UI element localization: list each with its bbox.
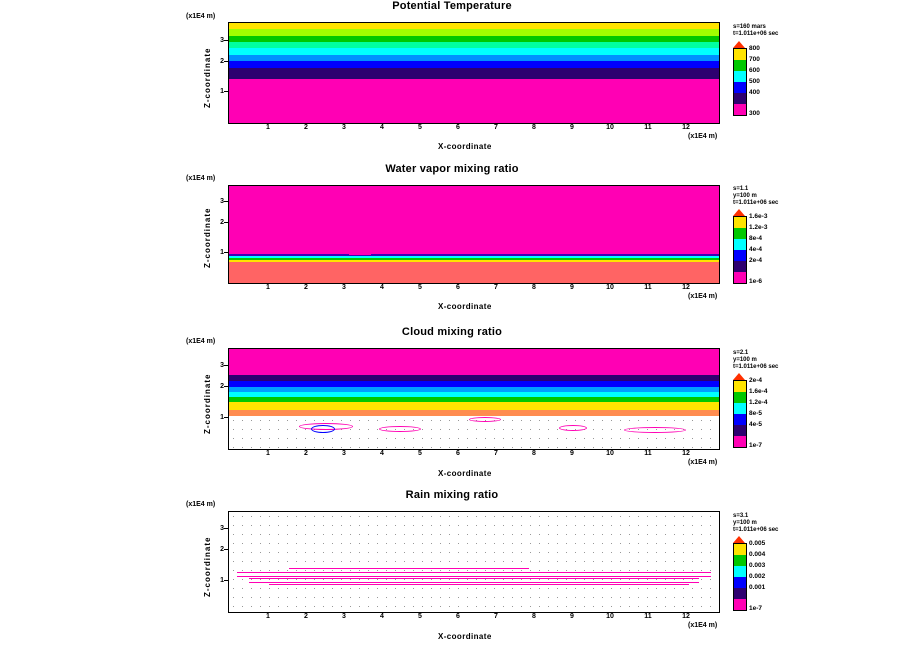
contour-detail [249, 578, 699, 583]
panel-title: Cloud mixing ratio [401, 326, 503, 338]
contour-detail [624, 427, 686, 433]
contour-detail [289, 568, 529, 571]
x-tick-label: 8 [532, 613, 536, 620]
annotation-line-2: y=100 m [733, 357, 757, 363]
x-tick-label: 9 [570, 450, 574, 457]
annotation-line-3: t=1.011e+06 sec [733, 527, 779, 533]
contour-detail [349, 253, 371, 255]
contour-band [229, 79, 719, 123]
y-tick-label: 2 [220, 546, 224, 553]
x-tick-label: 8 [532, 450, 536, 457]
colorbar-over-arrow [733, 209, 745, 216]
contour-detail [559, 425, 587, 431]
annotation-line-2: y=100 m [733, 520, 757, 526]
y-units-top: (x1E4 m) [186, 13, 216, 20]
colorbar-label: 1.2e-4 [749, 399, 768, 406]
x-tick-label: 12 [682, 124, 690, 131]
x-tick-label: 2 [304, 284, 308, 291]
colorbar-label: 0.004 [749, 551, 766, 558]
colorbar-label: 1.6e-4 [749, 388, 768, 395]
x-tick-label: 4 [380, 613, 384, 620]
colorbar-label: 0.001 [749, 584, 766, 591]
colorbar [733, 543, 747, 611]
x-tick-label: 5 [418, 450, 422, 457]
y-axis-label: Z-coordinate [203, 47, 212, 108]
x-tick-label: 9 [570, 613, 574, 620]
y-axis-label: Z-coordinate [203, 207, 212, 268]
colorbar-label: 0.003 [749, 562, 766, 569]
y-tick-label: 1 [220, 88, 224, 95]
x-tick-label: 12 [682, 613, 690, 620]
x-tick-label: 6 [456, 124, 460, 131]
annotation-line-3: t=1.011e+06 sec [733, 364, 779, 370]
annotation-line-1: s=2.1 [733, 350, 749, 356]
y-tick-label: 3 [220, 525, 224, 532]
x-tick-label: 8 [532, 124, 536, 131]
contour-band [229, 61, 719, 68]
colorbar-over-arrow [733, 373, 745, 380]
colorbar-label: 300 [749, 110, 760, 117]
x-tick-label: 12 [682, 450, 690, 457]
colorbar-over-arrow [733, 536, 745, 543]
colorbar-label: 0.002 [749, 573, 766, 580]
plot-area [228, 22, 720, 124]
x-tick-label: 5 [418, 613, 422, 620]
x-tick-label: 12 [682, 284, 690, 291]
x-tick-label: 3 [342, 124, 346, 131]
y-units-top: (x1E4 m) [186, 338, 216, 345]
colorbar-label: 1e-6 [749, 278, 763, 285]
colorbar-label: 2e-4 [749, 257, 763, 264]
colorbar-label: 2e-4 [749, 377, 763, 384]
x-tick-label: 10 [606, 284, 614, 291]
colorbar-label: 1e-7 [749, 605, 763, 612]
contour-detail [379, 426, 421, 432]
x-tick-label: 2 [304, 613, 308, 620]
contour-band [229, 349, 719, 375]
x-axis-label: X-coordinate [438, 632, 492, 641]
contour-band [229, 68, 719, 79]
x-tick-label: 6 [456, 284, 460, 291]
colorbar-label: 500 [749, 78, 760, 85]
contour-detail [311, 425, 335, 433]
annotation-line-2: y=100 m [733, 193, 757, 199]
y-tick-label: 3 [220, 362, 224, 369]
contour-band [229, 402, 719, 410]
annotation-line-3: t=1.011e+06 sec [733, 200, 779, 206]
panel-title: Potential Temperature [392, 0, 512, 12]
colorbar-label: 0.005 [749, 540, 766, 547]
x-tick-label: 10 [606, 613, 614, 620]
colorbar-label: 400 [749, 89, 760, 96]
x-tick-label: 9 [570, 284, 574, 291]
colorbar-label: 8e-5 [749, 410, 763, 417]
x-tick-label: 7 [494, 613, 498, 620]
colorbar [733, 380, 747, 448]
x-axis-label: X-coordinate [438, 142, 492, 151]
colorbar-label: 4e-5 [749, 421, 763, 428]
y-tick-label: 2 [220, 383, 224, 390]
x-tick-label: 1 [266, 450, 270, 457]
x-tick-label: 2 [304, 124, 308, 131]
y-tick-label: 2 [220, 219, 224, 226]
colorbar-label: 4e-4 [749, 246, 763, 253]
y-tick-label: 1 [220, 414, 224, 421]
colorbar [733, 48, 747, 116]
y-tick-label: 1 [220, 249, 224, 256]
x-units: (x1E4 m) [688, 459, 718, 466]
y-axis-label: Z-coordinate [203, 536, 212, 597]
x-tick-label: 3 [342, 450, 346, 457]
panel-title: Rain mixing ratio [405, 489, 499, 501]
colorbar-label: 8e-4 [749, 235, 763, 242]
colorbar-label: 1.6e-3 [749, 213, 768, 220]
contour-detail [469, 417, 501, 422]
colorbar-over-arrow [733, 41, 745, 48]
x-tick-label: 6 [456, 450, 460, 457]
colorbar-label: 800 [749, 45, 760, 52]
colorbar-label: 700 [749, 56, 760, 63]
contour-detail [237, 572, 711, 577]
x-tick-label: 9 [570, 124, 574, 131]
x-tick-label: 1 [266, 124, 270, 131]
x-tick-label: 10 [606, 124, 614, 131]
x-tick-label: 11 [644, 124, 652, 131]
annotation-line-2: t=1.011e+06 sec [733, 31, 779, 37]
x-tick-label: 4 [380, 450, 384, 457]
x-tick-label: 7 [494, 284, 498, 291]
y-units-top: (x1E4 m) [186, 501, 216, 508]
x-tick-label: 6 [456, 613, 460, 620]
annotation-line-1: s=160 mars [733, 24, 766, 30]
panel-title: Water vapor mixing ratio [385, 163, 519, 175]
x-tick-label: 2 [304, 450, 308, 457]
x-tick-label: 7 [494, 450, 498, 457]
y-tick-label: 2 [220, 58, 224, 65]
y-units-top: (x1E4 m) [186, 175, 216, 182]
contour-band [229, 186, 719, 254]
colorbar-label: 600 [749, 67, 760, 74]
y-axis-label: Z-coordinate [203, 373, 212, 434]
contour-band [229, 262, 719, 283]
plot-area [228, 185, 720, 284]
plot-area [228, 348, 720, 450]
x-tick-label: 7 [494, 124, 498, 131]
contour-band [229, 29, 719, 36]
contour-detail [569, 252, 599, 254]
x-tick-label: 11 [644, 450, 652, 457]
x-tick-label: 5 [418, 284, 422, 291]
annotation-line-1: s=3.1 [733, 513, 749, 519]
colorbar [733, 216, 747, 284]
plot-area [228, 511, 720, 613]
x-tick-label: 5 [418, 124, 422, 131]
colorbar-label: 1e-7 [749, 442, 763, 449]
x-tick-label: 3 [342, 613, 346, 620]
x-units: (x1E4 m) [688, 293, 718, 300]
x-tick-label: 8 [532, 284, 536, 291]
x-tick-label: 1 [266, 613, 270, 620]
x-tick-label: 11 [644, 284, 652, 291]
contour-band [229, 48, 719, 55]
x-units: (x1E4 m) [688, 133, 718, 140]
x-axis-label: X-coordinate [438, 469, 492, 478]
x-tick-label: 3 [342, 284, 346, 291]
y-tick-label: 3 [220, 37, 224, 44]
x-axis-label: X-coordinate [438, 302, 492, 311]
x-tick-label: 1 [266, 284, 270, 291]
x-tick-label: 10 [606, 450, 614, 457]
x-tick-label: 11 [644, 613, 652, 620]
x-tick-label: 4 [380, 284, 384, 291]
colorbar-label: 1.2e-3 [749, 224, 768, 231]
y-tick-label: 3 [220, 198, 224, 205]
x-units: (x1E4 m) [688, 622, 718, 629]
contour-detail [269, 584, 689, 587]
y-tick-label: 1 [220, 577, 224, 584]
x-tick-label: 4 [380, 124, 384, 131]
annotation-line-1: s=1.1 [733, 186, 749, 192]
